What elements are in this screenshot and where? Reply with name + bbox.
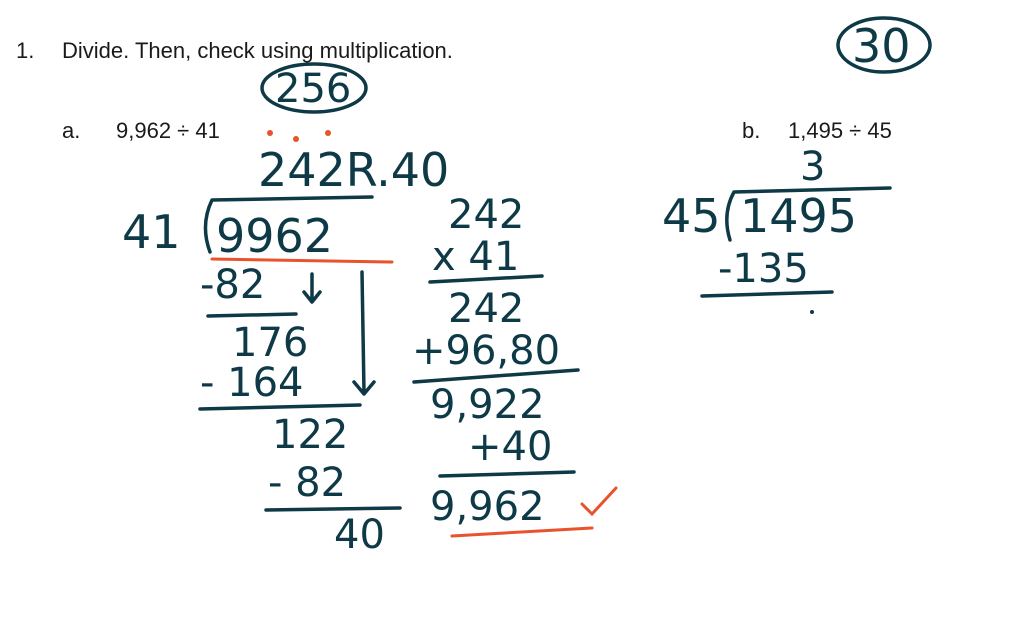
step-subtract-1: -82 [200,262,266,308]
part-a-expression: 9,962 ÷ 41 [116,118,220,143]
step-remainder-1: 176 [232,320,309,366]
step-subtract-3: - 82 [268,460,347,506]
part-b-dividend: 1495 [740,189,858,243]
part-a-quotient: 242R.40 [258,143,450,197]
check-product: 9,922 [430,382,545,428]
part-b-label: b. [742,118,761,143]
part-b-subtract: -135 [718,246,809,292]
place-dot-2 [293,136,299,142]
step-subtract-2: - 164 [200,360,304,406]
final-remainder: 40 [334,512,385,558]
step-line-3 [266,508,400,510]
check-partial-2: +96,80 [412,328,561,374]
part-b-line [702,292,832,296]
check-add-remainder: +40 [468,424,553,470]
part-b-dot [810,310,814,314]
problem-instruction: Divide. Then, check using multiplication. [62,38,453,63]
part-a-dividend: 9962 [216,209,334,263]
step-line-1 [208,314,296,316]
check-line-3 [440,472,574,476]
part-b-expression: 1,495 ÷ 45 [788,118,892,143]
estimate-value: 256 [275,66,352,112]
part-a-divisor: 41 [122,205,181,259]
bring-down-arrow-1 [304,274,320,302]
check-factor-2: x 41 [432,234,520,280]
bring-down-arrow-2 [354,272,374,394]
check-factor-1: 242 [448,192,525,238]
check-result: 9,962 [430,484,545,530]
part-b-quotient: 3 [800,144,826,190]
place-dot-1 [267,130,273,136]
step-remainder-2: 122 [272,412,349,458]
place-dot-3 [325,130,331,136]
part-a-label: a. [62,118,81,143]
checkmark-icon [582,488,616,514]
problem-number: 1. [16,38,35,63]
circled-number: 30 [852,19,911,73]
part-b-divisor: 45 [662,189,721,243]
check-partial-1: 242 [448,286,525,332]
